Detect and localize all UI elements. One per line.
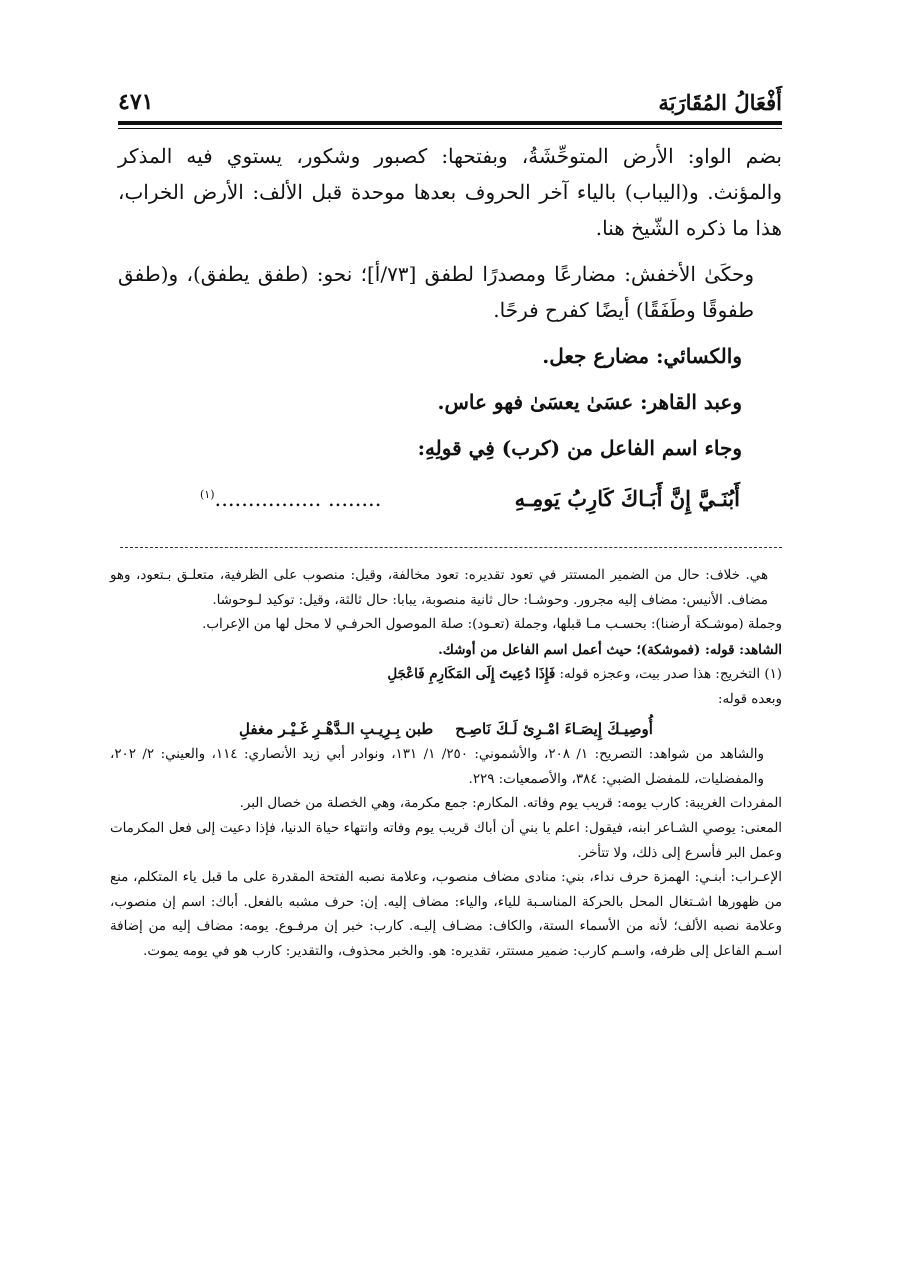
footnote-verse (110, 713, 782, 744)
chapter-title: أَفْعَالُ المُقَارَبَة (658, 89, 782, 115)
footnote-takhrij (110, 662, 782, 688)
verse-text: أَبُنَـيَّ إِنَّ أَبَـاكَ كَارِبُ يَومِـهِ (514, 486, 740, 511)
footnote-shahid: الشاهد: قوله: (فموشكة)؛ حيث أعمل اسم الفاعل من أوشك. (438, 641, 782, 658)
verse-dots: ........ ................ (214, 487, 382, 511)
paragraph-kisai: والكسائي: مضارع جعل. (542, 344, 742, 368)
main-text (118, 138, 782, 466)
footnote-irab: الإعـراب: أبنـي: الهمزة حرف نداء، بني: منادى مضاف منصوب، وعلامة نصبه الفتحة المقدرة على ما قبل ياء المتكلم، منع من ظهورها اشـتغال المحل بالحركة المناسـبة للياء، والياء: مضاف إليه. إن: حرف مشبه بالفعل. أباك: اسم إن منصوب، وعلامة نصبه الألف؛ لأنه من الأسماء الستة، والكاف: مضـاف إليـه. كارب: خبر إن مرفـوع. يومه: مضاف إليه من إضافة اسـم الفاعل إلى ظرفه، واسـم كارب: ضمير مستتر، تقديره: هو. والخبر محذوف، والتقدير: كارب هو في يومه يموت. (110, 870, 782, 959)
page-header (118, 84, 782, 120)
footnote-mana: المعنى: يوصي الشـاعر ابنه، فيقول: اعلم يا بني أن أباك قريب يوم وفاته وانتهاء حياة الدنيا، فإذا دعيت إلى فعل المكرمات وعمل البر فأسرع إلى ذلك، ولا تتأخر. (110, 820, 782, 861)
paragraph-karib: وجاء اسم الفاعل من (كرب) فِي قولِهِ: (417, 436, 742, 460)
paragraph-abd-alqahir: وعبد القاهر: عسَىٰ يعسَىٰ فهو عاس. (437, 390, 742, 414)
header-rule-thin (118, 128, 782, 129)
paragraph-yabab: بضم الواو: الأرض المتوحِّشَةُ، وبفتحها: كصبور وشكور، يستوي فيه المذكر والمؤنث. و(اليباب) بالياء آخر الحروف بعدها موحدة قبل الألف: الأرض الخراب، هذا ما ذكره الشّيخ هنا. (118, 144, 782, 240)
footnote-jumla: وجملة (موشـكة أرضنا): بحسـب مـا قبلها، وجملة (تعـود): صلة الموصول الحرفـي لا محل لها من الإعراب. (202, 617, 782, 633)
footnote-ref: (١) (200, 488, 215, 501)
footnote-takhrij-verse: فَإِذَا دُعِيتَ إِلَى المَكَارِمِ فَاعْجَلِ (387, 666, 556, 683)
footnote-irab-continued: هي. خلاف: حال من الضمير المستتر في تعود تقديره: تعود مخالفة، وقيل: منصوب على الظرفية، متعلـق بـتعود، وهو مضاف. الأنيس: مضاف إليه مجرور. وحوشـا: حال ثانية منصوبة، يبابا: حال ثالثة، وقيل: توكيد لـوحوشا. (110, 568, 768, 608)
footnote-sources: والشاهد من شواهد: التصريح: ١/ ٢٠٨، والأشموني: ٢٥٠/ ١/ ١٣١، ونوادر أبي زيد الأنصاري: ١١٤، والعيني: ٢/ ٢٠٢، والمفضليات، للمفضل الضبي: ٣٨٤، والأصمعيات: ٢٢٩. (110, 747, 764, 787)
page-number: ٤٧١ (118, 89, 154, 115)
footnote-verse-first: أُوصِيـكَ إِيصَـاءَ امْـرِئ لَـكَ نَاصِـح (455, 719, 653, 738)
header-rule-thick (118, 121, 782, 125)
poetry-verse (200, 486, 740, 511)
footnotes (110, 564, 782, 965)
paragraph-akhfash: وحكَىٰ الأخفش: مضارعًا ومصدرًا لطفق [٧٣/أ]؛ نحو: (طفق يطفق)، و(طفق طفوقًا وطَفَقًا) أيضًا كفرح فرحًا. (118, 262, 754, 322)
footnote-takhrij-label: (١) التخريج: هذا صدر بيت، وعجزه قوله: (555, 667, 782, 683)
footnote-mufradat: المفردات الغريبة: كارب يومه: قريب يوم وفاته. المكارم: جمع مكرمة، وهي الخصلة من خصال البر. (239, 796, 782, 812)
footnote-wa-badahu: وبعده قوله: (717, 691, 782, 707)
footnote-verse-second: طبن بِـرِيـبِ الـدَّهْـرِ غَـيْـر مغفلِ (239, 719, 434, 738)
footnote-separator (120, 547, 782, 548)
